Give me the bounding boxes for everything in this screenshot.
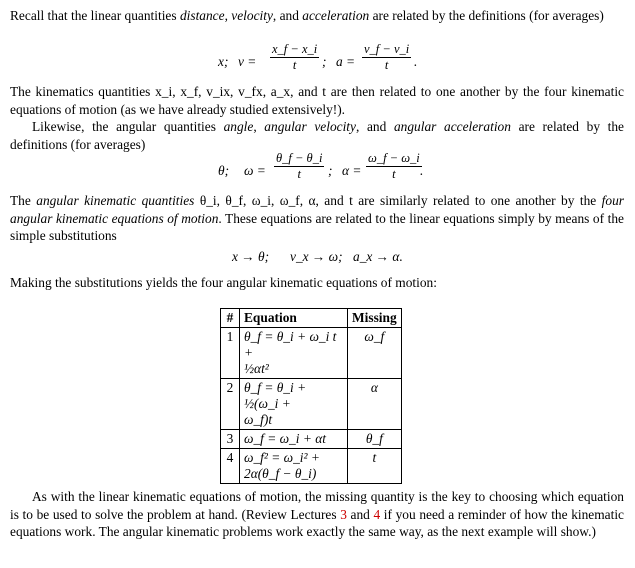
eq2-alpha-label: α = [342, 163, 362, 178]
row-equation [240, 379, 348, 430]
para1-suffix: are related by the definitions (for averages) [369, 8, 604, 23]
equation-line: ½αt² [244, 361, 269, 376]
substitution-a-alpha: a_x → α. [353, 249, 403, 264]
table-row [221, 449, 402, 484]
eq2-alpha-fraction [366, 151, 422, 182]
term-velocity: velocity [231, 8, 273, 23]
eq2-omega-denominator: t [297, 167, 301, 181]
para4-prefix: The [10, 193, 37, 208]
table-row [221, 328, 402, 379]
para3-sep1: , [253, 119, 265, 134]
para6-and: and [346, 506, 374, 522]
paragraph-substitutions-result: Making the substitutions yields the four angular kinematic equations of motion: [10, 275, 437, 290]
row-missing: α [348, 379, 402, 430]
term-angular-acceleration: angular acceleration [393, 119, 511, 134]
row-missing: t [348, 449, 402, 484]
equation-linear-definitions: x; v = $\frac{x\_f - x\_i}{t}$ ; a = $\frac{v\_f - v\_i}{t}$ . [218, 42, 418, 72]
para3-prefix: Likewise, the angular quantities [32, 119, 224, 134]
eq1-a-label: a = [336, 54, 356, 69]
paragraph-missing-quantity [10, 488, 624, 541]
equation-line: 2α(θ_f − θ_i) [244, 466, 317, 481]
term-distance: distance [179, 8, 225, 23]
paragraph-angular-kinematic-quantities [10, 192, 624, 245]
eq1-a-denominator: t [384, 58, 389, 72]
term-acceleration: acceleration [302, 8, 370, 23]
lecture-4-link[interactable]: 4 [373, 506, 381, 522]
header-equation: Equation [240, 309, 348, 328]
row-missing: ω_f [348, 328, 402, 379]
para1-sep1: , [224, 8, 232, 23]
angular-kinematic-equations-table [220, 308, 402, 484]
table-row [221, 379, 402, 430]
header-missing: Missing [348, 309, 402, 328]
term-angular-velocity: angular velocity [264, 119, 356, 134]
para4-middle: θ_i, θ_f, ω_i, ω_f, α, and t are similarly related to one another by the [194, 193, 602, 208]
lecture-3-link[interactable]: 3 [340, 506, 347, 522]
eq1-a-numerator: v_f − v_i [364, 42, 410, 56]
row-number: 3 [221, 430, 240, 449]
paragraph-linear-definitions [10, 7, 624, 25]
substitutions-line [0, 248, 635, 266]
para6-suffix: if you need a reminder of how the kinematic equations work. The angular kinematic problems work exactly the same way, as the next example will show.) [10, 506, 624, 539]
paragraph-kinematic-quantities: The kinematics quantities x_i, x_f, v_ix, v_fx, a_x, and t are then related to one another by the four kinematic equations of motion (as we have already studied extensively!). [10, 84, 624, 117]
paragraph-angular-definitions [10, 118, 624, 153]
equation-line: ω_f² = ω_i² + [244, 450, 320, 465]
para4-suffix: . These equations are related to the linear equations simply by means of the simple substitutions [10, 210, 624, 243]
row-equation [240, 430, 348, 449]
para3-sep2: , and [355, 119, 394, 134]
equation-line: ω_f = ω_i + αt [244, 431, 326, 446]
eq1-v-label: v = [238, 54, 257, 69]
row-number: 4 [221, 449, 240, 484]
substitution-v-omega: v_x → ω; [290, 249, 343, 264]
eq1-v-denominator: t [292, 58, 297, 72]
para1-prefix: Recall that the linear quantities [10, 8, 180, 23]
eq2-alpha-numerator: ω_f − ω_i [368, 151, 420, 165]
row-missing: θ_f [348, 430, 402, 449]
table-header-row [221, 309, 402, 328]
equation-line: ω_f)t [244, 412, 273, 427]
equation-line: θ_f = θ_i + ω_i t + [244, 329, 337, 360]
para3-suffix: are related by the definitions (for averages) [10, 119, 625, 152]
term-angular-kinematic-quantities: angular kinematic quantities [36, 193, 195, 208]
para1-sep2: , and [272, 8, 303, 23]
equation-angular-definitions: θ; ω = $\frac{\theta\_f - \theta\_i}{t}$ ; α = $\frac{\omega\_f - \omega\_i}{t}$ . [218, 151, 424, 181]
eq1-x: x; [218, 54, 229, 69]
row-number: 2 [221, 379, 240, 430]
eq2-alpha-denominator: t [392, 167, 396, 181]
eq2-omega-fraction [274, 151, 324, 182]
substitution-x-theta: x → θ; [232, 249, 270, 264]
eq2-omega-numerator: θ_f − θ_i [276, 151, 323, 165]
term-angle: angle [223, 119, 254, 134]
para6-prefix: As with the linear kinematic equations of motion, the missing quantity is the key to choosing which equation is to be used to solve the problem at hand. (Review Lectures [10, 489, 624, 522]
eq1-a-fraction [362, 42, 411, 73]
eq1-v-numerator: x_f − x_i [272, 42, 318, 56]
row-equation [240, 328, 348, 379]
eq2-omega-label: ω = [244, 163, 266, 178]
header-number: # [221, 309, 240, 328]
term-four-angular-equations: four angular kinematic equations of motion [10, 193, 624, 226]
eq1-v-fraction [270, 42, 319, 73]
table-row [221, 430, 402, 449]
row-number: 1 [221, 328, 240, 379]
equation-line: θ_f = θ_i + ½(ω_i + [244, 380, 307, 411]
row-equation [240, 449, 348, 484]
eq2-theta: θ; [218, 163, 230, 178]
